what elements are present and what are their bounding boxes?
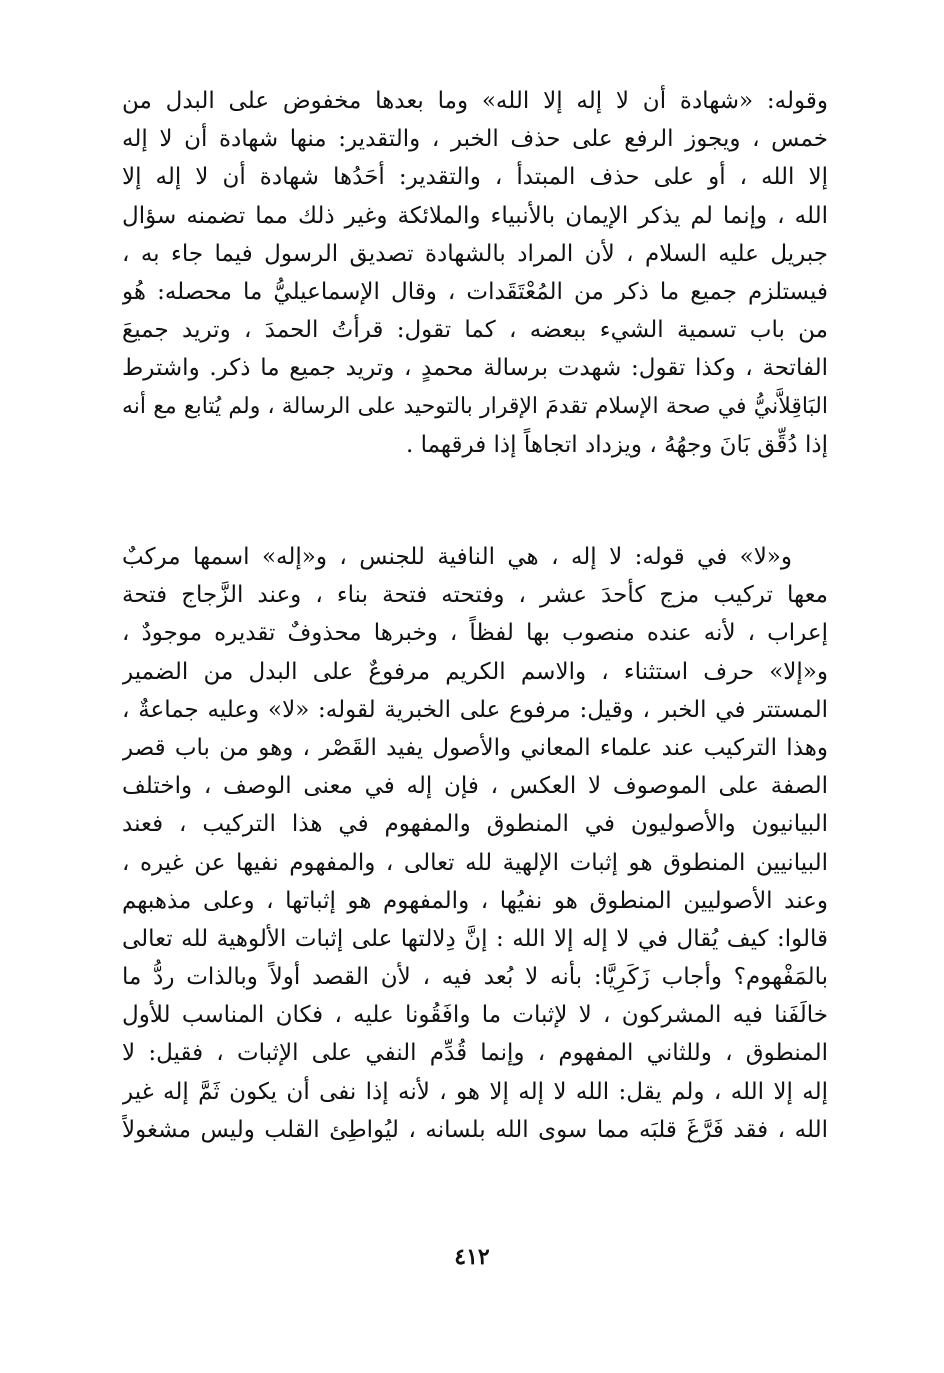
paragraph-line: المستتر في الخبر ، وقيل: مرفوع على الخبرية لقوله: «لا» وعليه جماعةٌ ، [122,696,828,723]
paragraph-line: من باب تسمية الشيء ببعضه ، كما تقول: قرأتُ الحمدَ ، وتريد جميعَ [122,317,828,344]
paragraph-line: الله ، فقد فَرَّغَ قلبَه مما سوى الله بلسانه ، ليُواطِئ القلب وليس مشغولاً [122,1116,828,1143]
paragraph-line: المنطوق ، وللثاني المفهوم ، وإنما قُدِّم النفي على الإثبات ، فقيل: لا [122,1040,828,1067]
paragraph-line: الفاتحة ، وكذا تقول: شهدت برسالة محمدٍ ، وتريد جميع ما ذكر. واشترط [122,355,828,382]
paragraph-line: البَاقِلاَّنيُّ في صحة الإسلام تقدمَ الإقرار بالتوحيد على الرسالة ، ولم يُتابع مع أنه [122,393,828,419]
paragraph-line: البيانيون والأصوليون في المنطوق والمفهوم في هذا التركيب ، فعند [122,811,828,838]
paragraph-line: وقوله: «شهادة أن لا إله إلا الله» وما بعدها مخفوض على البدل من [122,88,828,114]
paragraph-line: و«لا» في قوله: لا إله ، هي النافية للجنس ، و«إله» اسمها مركبٌ [122,544,792,570]
paragraph-line: البيانيين المنطوق هو إثبات الإلهية لله تعالى ، والمفهوم نفيها عن غيره ، [122,849,828,876]
paragraph-line: بالمَفْهوم؟ وأجاب زَكَرِيَّا: بأنه لا بُعد فيه ، لأن القصد أولاً وبالذات ردُّ ما [122,964,828,991]
paragraph-line: خمس ، ويجوز الرفع على حذف الخبر ، والتقدير: منها شهادة أن لا إله [122,126,828,153]
paragraph-line: إله إلا الله ، ولم يقل: الله لا إله إلا هو ، لأنه إذا نفى أن يكون ثَمَّ إله غير [122,1078,828,1105]
paragraph-line: فيستلزم جميع ما ذكر من المُعْتَقَدات ، وقال الإسماعيليُّ ما محصله: هُو [122,278,828,305]
paragraph-line: جبريل عليه السلام ، لأن المراد بالشهادة تصديق الرسول فيما جاء به ، [122,240,828,267]
paragraph-line: و«إلا» حرف استثناء ، والاسم الكريم مرفوعٌ على البدل من الضمير [122,658,828,685]
page-number: ٤١٢ [454,1244,490,1270]
paragraph-line: معها تركيب مزج كأحدَ عشر ، وفتحته فتحة بناء ، وعند الزَّجاج فتحة [122,582,828,609]
paragraph-line: الصفة على الموصوف لا العكس ، فإن إله في معنى الوصف ، واختلف [122,773,828,800]
paragraph-line: إذا دُقِّق بَانَ وجهُهُ ، ويزداد اتجاهاً إذا فرقهما . [406,431,828,458]
paragraph-line: وعند الأصوليين المنطوق هو نفيُها ، والمفهوم هو إثباتها ، وعلى مذهبهم [122,887,828,914]
paragraph-line: وهذا التركيب عند علماء المعاني والأصول يفيد القَصْر ، وهو من باب قصر [122,734,828,761]
paragraph-line: قالوا: كيف يُقال في لا إله إلا الله : إنَّ دِلالتها على إثبات الألوهية لله تعالى [122,925,828,952]
paragraph-line: إلا الله ، أو على حذف المبتدأ ، والتقدير: أحَدُها شهادة أن لا إله إلا [122,164,828,191]
paragraph-2 [122,538,828,1149]
paragraph-line: الله ، وإنما لم يذكر الإيمان بالأنبياء والملائكة وغير ذلك مما تضمنه سؤال [122,202,828,229]
paragraph-1 [122,82,828,464]
paragraph-line: خالَفَنا فيه المشركون ، لا لإثبات ما وافَقُونا عليه ، فكان المناسب للأول [122,1002,828,1029]
paragraph-line: إعراب ، لأنه عنده منصوب بها لفظاً ، وخبرها محذوفٌ تقديره موجودٌ ، [122,620,828,647]
